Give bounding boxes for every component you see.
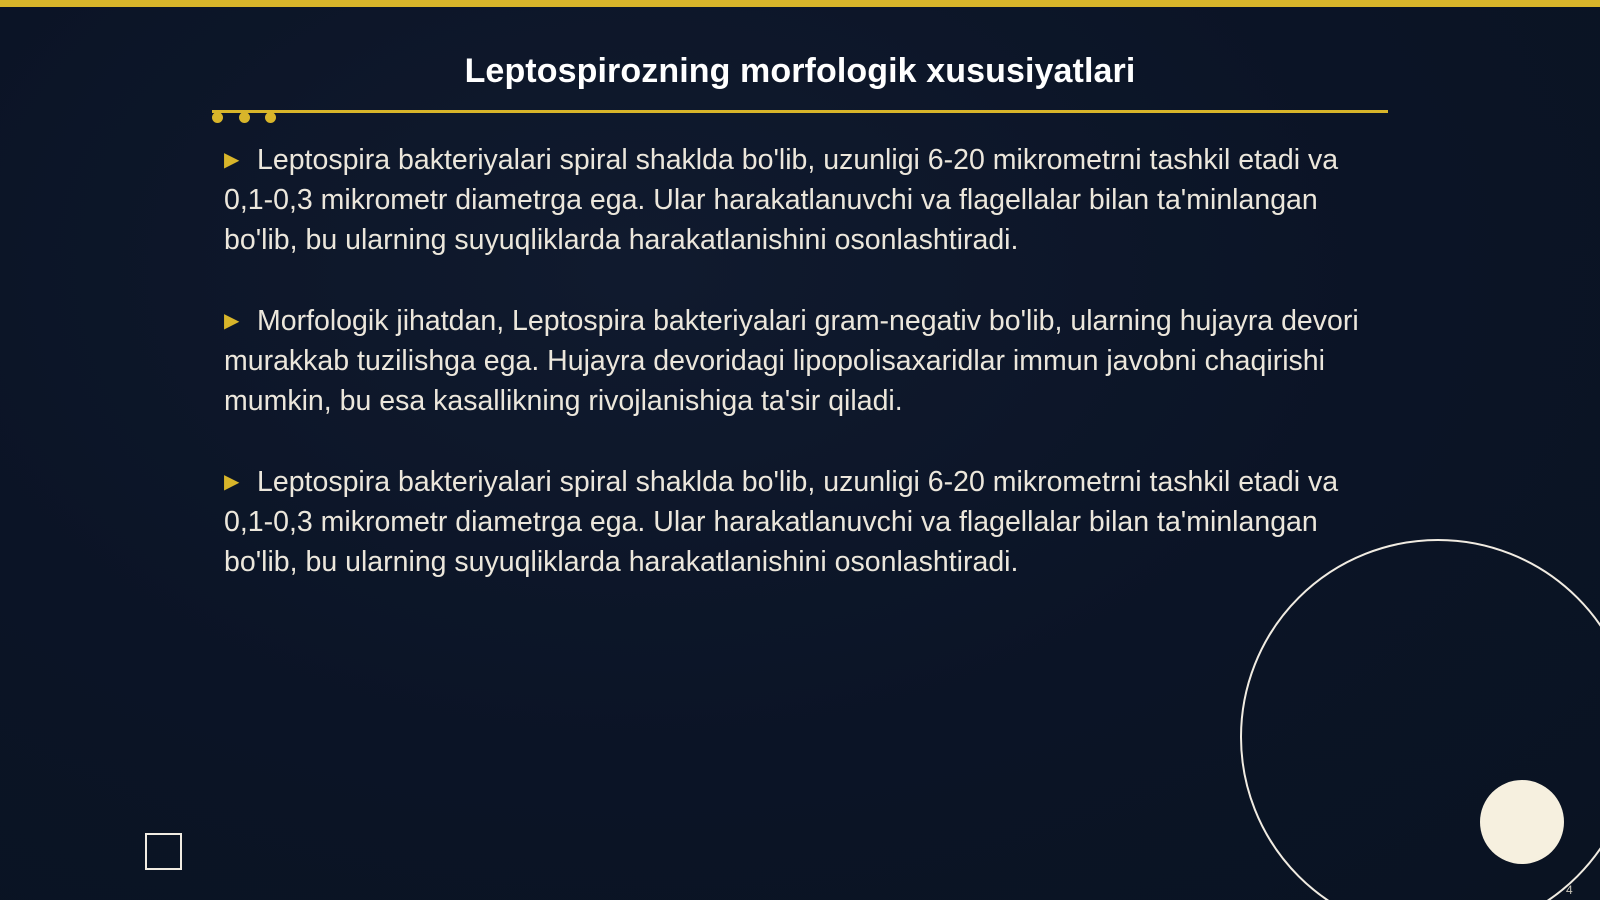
- decor-dot: [239, 112, 250, 123]
- bullet-item-2: [224, 301, 1384, 421]
- decor-square-outline: [145, 833, 182, 870]
- bullet-arrow-icon: ▶: [224, 310, 240, 332]
- title-underline: [212, 110, 1388, 113]
- bullet-arrow-icon: ▶: [224, 149, 240, 171]
- bullet-item-1: [224, 140, 1384, 260]
- bullet-arrow-icon: ▶: [224, 471, 240, 493]
- page-number: 4: [1566, 883, 1573, 897]
- bullet-text: Leptospira bakteriyalari spiral shaklda bo'lib, uzunligi 6-20 mikrometrni tashkil etadi va 0,1-0,3 mikrometr diametrga ega. Ular harakatlanuvchi va flagellalar bilan ta'minlangan bo'lib, bu ularning suyuqliklarda harakatlanishini osonlashtiradi.: [224, 144, 1339, 256]
- bullet-list: [224, 140, 1384, 623]
- bullet-text: Leptospira bakteriyalari spiral shaklda bo'lib, uzunligi 6-20 mikrometrni tashkil etadi va 0,1-0,3 mikrometr diametrga ega. Ular harakatlanuvchi va flagellalar bilan ta'minlangan bo'lib, bu ularning suyuqliklarda harakatlanishini osonlashtiradi.: [224, 466, 1339, 578]
- bullet-text: Morfologik jihatdan, Leptospira bakteriyalari gram-negativ bo'lib, ularning hujayra devori murakkab tuzilishga ega. Hujayra devoridagi lipopolisaxaridlar immun javobni chaqirishi mumkin, bu esa kasallikning rivojlanishiga ta'sir qiladi.: [224, 305, 1359, 417]
- bullet-item-3: [224, 462, 1384, 582]
- decor-dot: [212, 112, 223, 123]
- top-accent-bar: [0, 0, 1600, 7]
- decor-dot: [265, 112, 276, 123]
- decor-circle-filled: [1480, 780, 1564, 864]
- slide-title: Leptospirozning morfologik xususiyatlari: [464, 52, 1136, 90]
